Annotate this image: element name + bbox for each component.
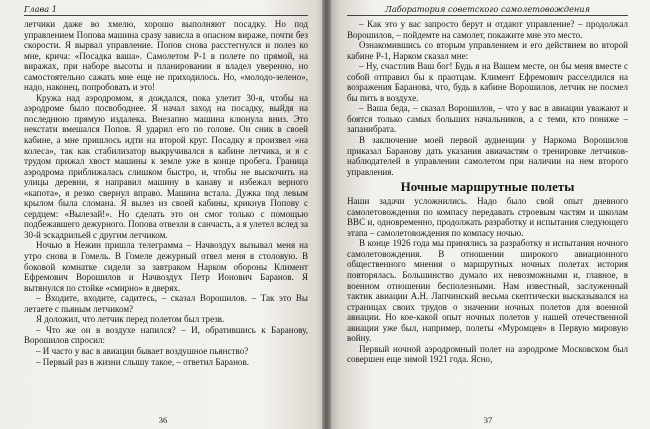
paragraph: – Как это у вас запросто берут и отдают управление? – продолжал Ворошилов, – пойдемте на самолет, покажите мне это место. [347,19,628,40]
paragraph: Кружа над аэродромом, я дождался, пока улетит 30-я, чтобы на аэродроме было посвободнее. Я начал заход на посадку, выйдя на последнюю прямую издалека. Внезапно машина клюнула вниз. Это некстати вмешался Попов. Я ударил его по голове. Он сник в своей кабине, а мне пришлось идти на второй круг. Посадку я произвел «на колеса», так как стабилизатор выкручивался в кабине летчика, и я с трудом прижал хвост машины к земле уже в конце пробега. Граница аэродрома приближалась слишком быстро, и, чтобы не выскочить на улицы деревни, я направил машину в канаву и избежал верного «капота», я резко свернул вправо. Машина встала. Дужка под левым крылом была сломана. Я вылез из своей кабины, крикнув Попову с сердцем: «Вылезай!». Но сделать это он смог только с помощью подбежавшего дежурного. Попова отвезли в санчасть, а я улетел вслед за 30-й эскадрильей с другим летчиком. [24,92,308,240]
paragraph: В конце 1926 года мы принялись за разработку и испытания ночного самолетовождения. В отношении широкого авиационного общественного мнения о маршрутных ночных полетах история повторялась. Большинство думало их невозможными и, главное, в военном отношении бесполезными. Нам известный, заслуженный тактик авиации А.Н. Лапчинский весьма скептически высказывался на страницах своих трудов о значении ночных полетов для военной авиации. Но кое-какой опыт ночных полетов у нашей отечественной авиации уже был, например, полеты «Муромцев» в Первую мировую войну. [347,238,628,344]
paragraph: Наши задачи усложнились. Надо было свой опыт дневного самолетовождения по компасу передавать строевым частям и школам ВВС и, одновременно, продолжать разработку и испытания следующего этапа – самолетовождения по компасу ночью. [347,196,628,238]
paragraph: летчики даже во хмелю, хорошо выполняют посадку. Но под управлением Попова машина сразу зависла в опасном вираже, почти без скорости. Я вырвал управление. Попов снова расстегнулся и полез ко мне, крича: «Посадка ваша». Самолетом Р-1 в полете по прямой, на виражах, при наборе высоты и планировании я владел уверенно, но самостоятельно сажать мне еще не приходилось. Но, «молодо-зелено», надо, наконец, попробовать и это! [24,19,308,93]
running-head-right [347,4,628,16]
section-header: Лаборатория советского самолетовождения [384,4,590,14]
paragraph: – Что же он в воздухе напился? – И, обратившись к Баранову, Ворошилов спросил: [24,324,308,346]
page-number-right: 37 [483,415,493,425]
right-page [327,0,650,429]
page-number-left: 36 [158,415,168,425]
paragraph: – Первый раз в жизни слышу такое, – ответил Баранов. [36,356,249,367]
paragraph: – Входите, входите, садитесь, – сказал Ворошилов. – Так это Вы летаете с пьяным летчиком? [24,293,308,314]
paragraph: Первый ночной аэродромный полет на аэродроме Московском был совершен еще зимой 1921 года. Ясно, [347,343,628,365]
section-title: Ночные маршрутные полеты [400,179,575,195]
paragraph: В заключение моей первой аудиенции у Наркома Ворошилов приказал Баранову дать указания авиачастям о тренировке летчиков-наблюдателей в управлении самолетом при наличии на нем второго управления. [347,135,628,177]
book-gutter [322,0,331,429]
running-head-left [24,4,308,16]
paragraph: Ознакомившись со вторым управлением и его действием во второй кабине Р-1, Нарком сказал мне: [347,40,628,61]
paragraph: Я доложил, что летчик перед полетом был трезв. [36,314,225,325]
paragraph: – И часто у вас в авиации бывает воздушное пьянство? [36,345,249,356]
paragraph: – Ну, счастлив Ваш бог! Будь я на Вашем месте, он бы меня вместе с собой отправил бы к праотцам. Климент Ефремович расселдился на возражения Баранова, что, будь в кабине Ворошилов, летчик не посмел бы пить в воздухе. [347,61,628,103]
left-body-text [24,19,308,367]
paragraph: – Ваша беда, – сказал Ворошилов, – что у вас в авиации уважают и боятся только самых больших начальников, а с теми, кто пониже – запанибрата. [347,103,628,135]
chapter-header: Глава 1 [24,4,57,14]
paragraph: Ночью в Нежин пришла телеграмма – Начвоздух вызывал меня на утро снова в Гомель. В Гомеле дежурный отвел меня в столовую. В боковой комнатке сидели за завтраком Нарком обороны Климент Ефремович Ворошилов и Начвоздух Петр Ионович Баранов. Я вытянулся по стойке «смирно» в дверях. [24,240,308,293]
right-body-text [347,19,628,365]
